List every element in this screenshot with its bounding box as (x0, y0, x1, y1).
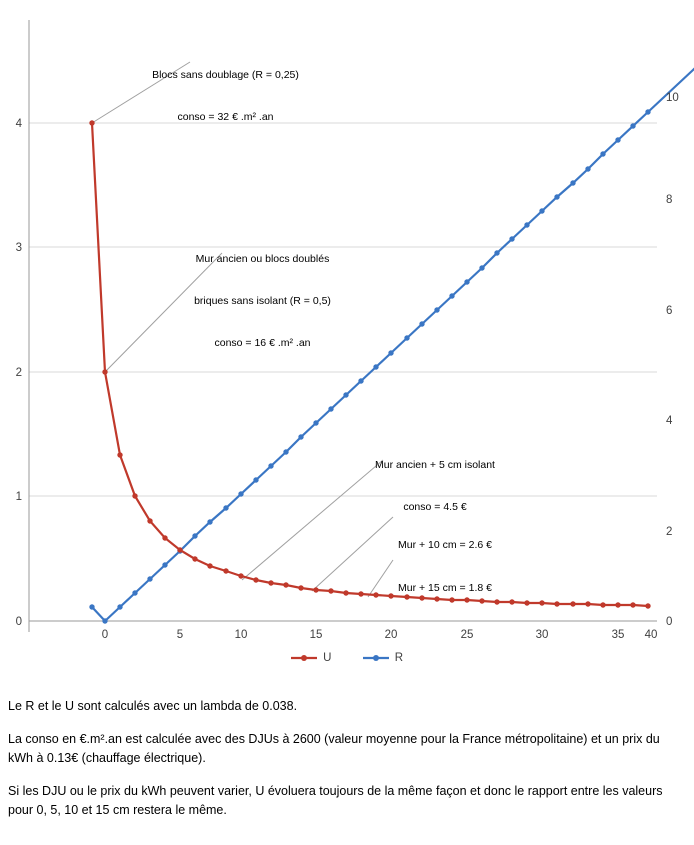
x-tick-5: 25 (460, 629, 474, 641)
legend-item-r[interactable] (363, 652, 404, 664)
x-tick-0: 0 (101, 629, 109, 641)
legend-marker-u-icon (291, 653, 317, 663)
legend-label-u: U (323, 652, 332, 664)
annotation-blocs-line-2: conso = 32 € .m² .an (177, 111, 274, 123)
annotation-mur-ancien-line-3: conso = 16 € .m² .an (214, 337, 311, 349)
x-tick-1: 5 (176, 629, 184, 641)
legend-item-u[interactable] (291, 652, 332, 664)
annotation-blocs (118, 40, 333, 152)
right-tick-2: 4 (666, 415, 673, 427)
x-tick-4: 20 (384, 629, 398, 641)
annotation-isolant-5cm-line-2: conso = 4.5 € (403, 501, 467, 513)
annotation-isolant-10cm-line-1: Mur + 10 cm = 2.6 € (398, 539, 492, 551)
x-tick-7: 35 (611, 629, 625, 641)
notes-section (8, 697, 684, 834)
right-tick-1: 2 (666, 526, 673, 538)
x-tick-6: 30 (535, 629, 549, 641)
annotation-isolant-15cm (398, 553, 598, 623)
left-tick-3: 3 (15, 242, 22, 254)
right-tick-5: 10 (666, 92, 679, 104)
note-paragraph-2: La conso en €.m².an est calculée avec des DJUs à 2600 (valeur moyenne pour la France métropolitaine) et un prix du kWh à 0.13€ (chauffage électrique). (8, 732, 660, 765)
annotation-isolant-5cm-line-1: Mur ancien + 5 cm isolant (375, 459, 495, 471)
right-tick-3: 6 (666, 305, 673, 317)
left-tick-2: 2 (15, 367, 22, 379)
left-tick-1: 1 (15, 491, 22, 503)
note-paragraph-3: Si les DJU ou le prix du kWh peuvent varier, U évoluera toujours de la même façon et donc le rapport entre les valeurs pour 0, 5, 10 et 15 cm restera le même. (8, 784, 663, 817)
annotation-blocs-line-1: Blocs sans doublage (R = 0,25) (152, 69, 299, 81)
chart-legend (0, 652, 694, 664)
right-axis-tick-labels (666, 92, 679, 628)
annotation-mur-ancien-line-1: Mur ancien ou blocs doublés (195, 253, 330, 265)
left-tick-4: 4 (15, 118, 22, 130)
annotation-mur-ancien (155, 224, 370, 378)
x-tick-2: 10 (234, 629, 248, 641)
annotation-isolant-15cm-line-1: Mur + 15 cm = 1.8 € (398, 582, 492, 594)
legend-label-r: R (394, 652, 404, 664)
x-axis-tick-labels (102, 629, 658, 641)
note-paragraph-1: Le R et le U sont calculés avec un lambda de 0.038. (8, 699, 298, 713)
annotation-mur-ancien-line-2: briques sans isolant (R = 0,5) (194, 295, 331, 307)
x-tick-3: 15 (309, 629, 323, 641)
left-axis-tick-labels (16, 118, 23, 628)
legend-marker-r-icon (363, 653, 389, 663)
left-tick-0: 0 (15, 616, 22, 628)
x-tick-8: 40 (644, 629, 658, 641)
right-tick-0: 0 (666, 616, 673, 628)
right-tick-4: 8 (666, 194, 673, 206)
